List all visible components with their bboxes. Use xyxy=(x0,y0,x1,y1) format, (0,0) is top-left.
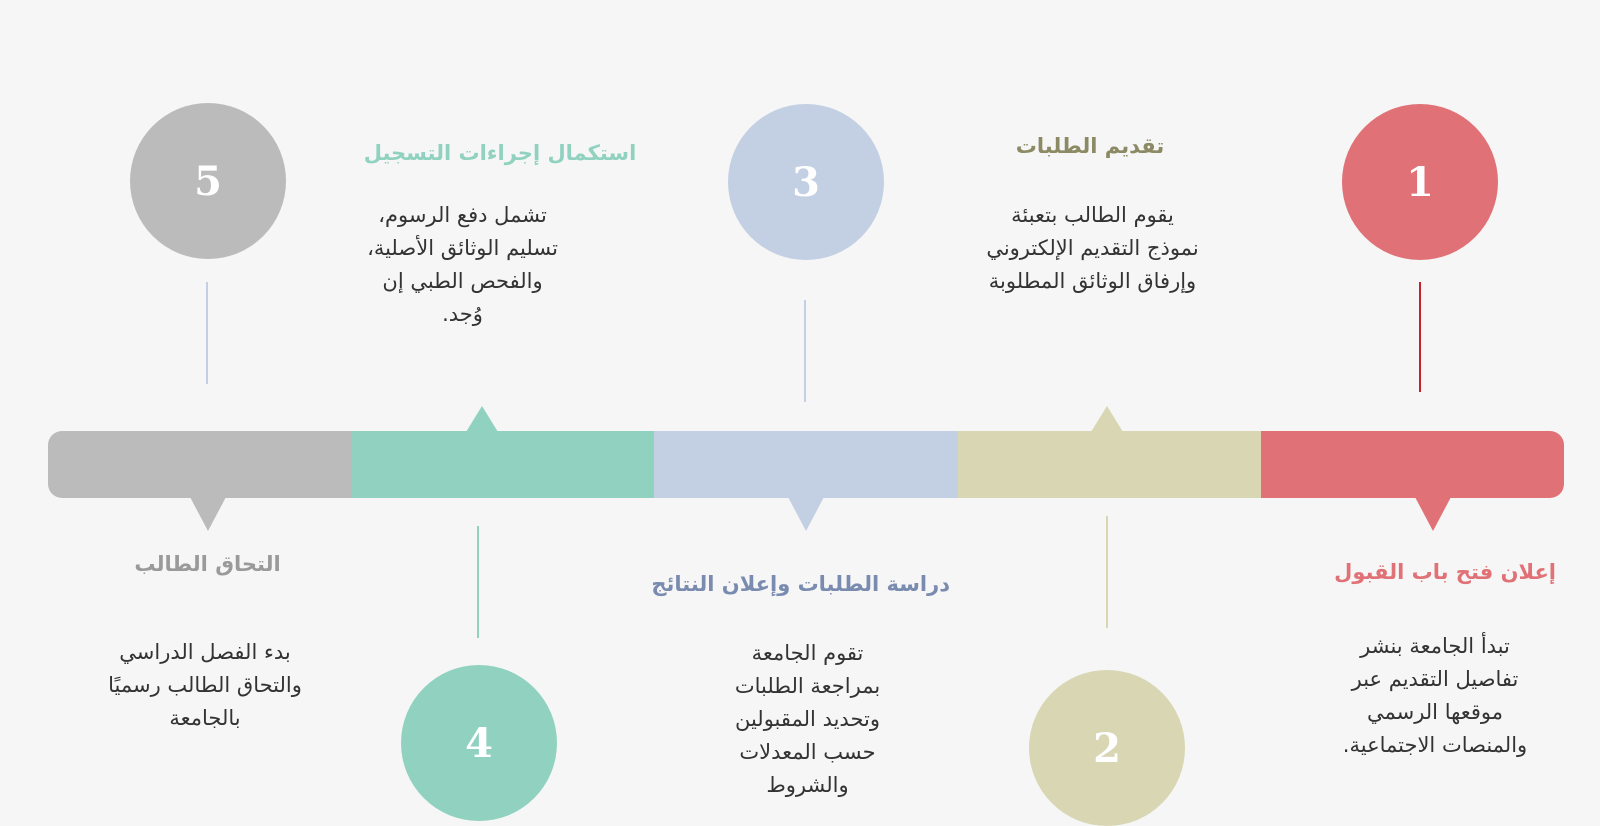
segment-1 xyxy=(1261,431,1564,498)
step-1-connector xyxy=(1419,282,1421,392)
step-2-connector xyxy=(1106,516,1108,628)
step-1-circle xyxy=(1342,104,1498,260)
step-3-description: تقوم الجامعة بمراجعة الطلبات وتحديد المقبولين حسب المعدلات والشروط xyxy=(734,641,881,797)
step-4-number: 4 xyxy=(465,719,493,767)
step-4-title: استكمال إجراءات التسجيل xyxy=(363,141,637,165)
step-1-number: 1 xyxy=(1406,158,1434,206)
pointer-step-4 xyxy=(466,406,498,432)
step-5-title: التحاق الطالب xyxy=(134,552,281,576)
timeline-bar xyxy=(48,431,1564,498)
step-4-connector xyxy=(477,526,479,638)
segment-4 xyxy=(351,431,654,498)
step-3-title: دراسة الطلبات وإعلان النتائج xyxy=(651,572,950,596)
step-4-description: تشمل دفع الرسوم، تسليم الوثائق الأصلية، والفحص الطبي إن وُجد. xyxy=(367,203,558,326)
pointer-step-5 xyxy=(190,497,226,531)
step-2-number: 2 xyxy=(1093,724,1121,772)
step-1-description: تبدأ الجامعة بنشر تفاصيل التقديم عبر موقعها الرسمي والمنصات الاجتماعية. xyxy=(1342,634,1528,757)
pointer-step-2 xyxy=(1091,406,1123,432)
step-2-title: تقديم الطلبات xyxy=(1015,134,1165,158)
segment-2 xyxy=(958,431,1261,498)
step-5-circle xyxy=(130,103,286,259)
pointer-step-3 xyxy=(788,497,824,531)
segment-5 xyxy=(48,431,351,498)
step-2-circle xyxy=(1029,670,1185,826)
segment-3 xyxy=(654,431,957,498)
step-1-title: إعلان فتح باب القبول xyxy=(1334,560,1556,584)
step-4-circle xyxy=(401,665,557,821)
pointer-step-1 xyxy=(1415,497,1451,531)
step-5-description: بدء الفصل الدراسي والتحاق الطالب رسميًا بالجامعة xyxy=(108,640,302,730)
step-3-number: 3 xyxy=(792,158,820,206)
step-2-description: يقوم الطالب بتعبئة نموذج التقديم الإلكتروني وإرفاق الوثائق المطلوبة xyxy=(986,203,1199,293)
step-3-connector xyxy=(804,300,806,402)
step-3-circle xyxy=(728,104,884,260)
step-5-connector xyxy=(206,282,208,384)
step-5-number: 5 xyxy=(194,157,222,205)
